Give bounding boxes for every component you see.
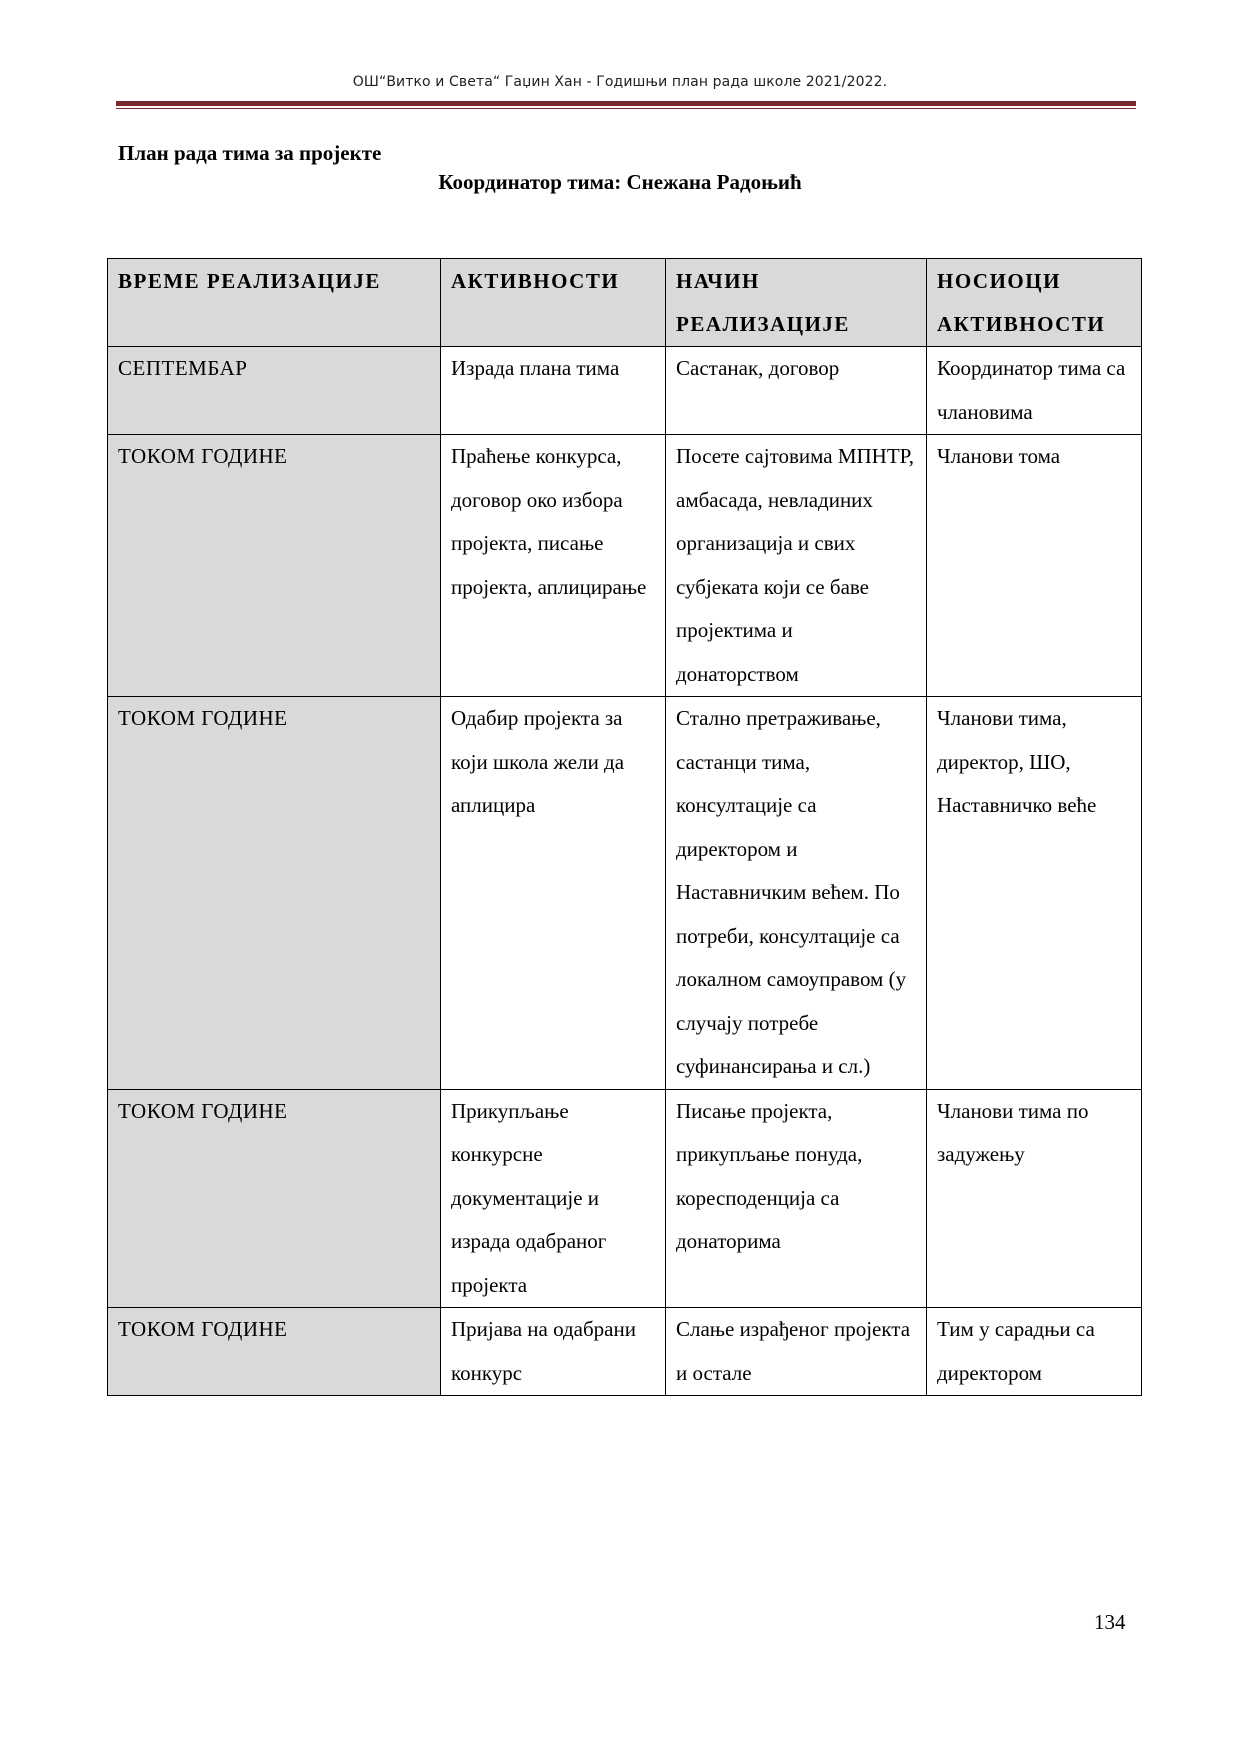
- cell-time: СЕПТЕМБАР: [108, 347, 441, 435]
- page-number: 134: [1094, 1610, 1126, 1634]
- cell-time: ТОКОМ ГОДИНЕ: [108, 1089, 441, 1308]
- cell-holders: Чланови тима по задужењу: [927, 1089, 1142, 1308]
- cell-holders: Чланови тима, директор, ШО, Наставничко веће: [927, 697, 1142, 1090]
- cell-time: ТОКОМ ГОДИНЕ: [108, 697, 441, 1090]
- plan-table: [107, 258, 1142, 1396]
- coordinator-line: Координатор тима: Снежана Радоњић: [438, 170, 802, 194]
- cell-holders: Координатор тима са члановима: [927, 347, 1142, 435]
- cell-method: Посете сајтовима МПНТР, амбасада, невладиних организација и свих субјеката који се баве пројектима и донаторством: [666, 435, 927, 697]
- cell-activity: Пријава на одабрани конкурс: [441, 1308, 666, 1396]
- cell-method: Слање израђеног пројекта и остале: [666, 1308, 927, 1396]
- cell-method: Стално претраживање, састанци тима, консултације са директором и Наставничким већем. По потреби, консултације са локалном самоуправом (у случају потребе суфинансирања и сл.): [666, 697, 927, 1090]
- header-rule: [116, 101, 1136, 106]
- cell-activity: Праћење конкурса, договор око избора пројекта, писање пројекта, аплицирање: [441, 435, 666, 697]
- section-title: План рада тима за пројекте: [118, 141, 382, 165]
- cell-time: ТОКОМ ГОДИНЕ: [108, 435, 441, 697]
- running-header: ОШ“Витко и Света“ Гаџин Хан - Годишњи план рада школе 2021/2022.: [352, 74, 888, 90]
- cell-activity: Израда плана тима: [441, 347, 666, 435]
- cell-method: Писање пројекта, прикупљање понуда, коресподенција са донаторима: [666, 1089, 927, 1308]
- table-row: [108, 1308, 1142, 1396]
- cell-holders: Чланови тома: [927, 435, 1142, 697]
- cell-holders: Тим у сарадњи са директором: [927, 1308, 1142, 1396]
- table-row: [108, 435, 1142, 697]
- header-time: ВРЕМЕ РЕАЛИЗАЦИЈЕ: [108, 259, 441, 347]
- cell-method: Састанак, договор: [666, 347, 927, 435]
- header-holders: НОСИОЦИ АКТИВНОСТИ: [927, 259, 1142, 347]
- cell-activity: Прикупљање конкурсне документације и израда одабраног пројекта: [441, 1089, 666, 1308]
- header-activities: АКТИВНОСТИ: [441, 259, 666, 347]
- cell-activity: Одабир пројекта за који школа жели да аплицира: [441, 697, 666, 1090]
- header-method: НАЧИН РЕАЛИЗАЦИЈЕ: [666, 259, 927, 347]
- header-rule-thin: [116, 108, 1136, 109]
- cell-time: ТОКОМ ГОДИНЕ: [108, 1308, 441, 1396]
- table-row: [108, 1089, 1142, 1308]
- table-row: [108, 697, 1142, 1090]
- table-header-row: [108, 259, 1142, 347]
- table-row: [108, 347, 1142, 435]
